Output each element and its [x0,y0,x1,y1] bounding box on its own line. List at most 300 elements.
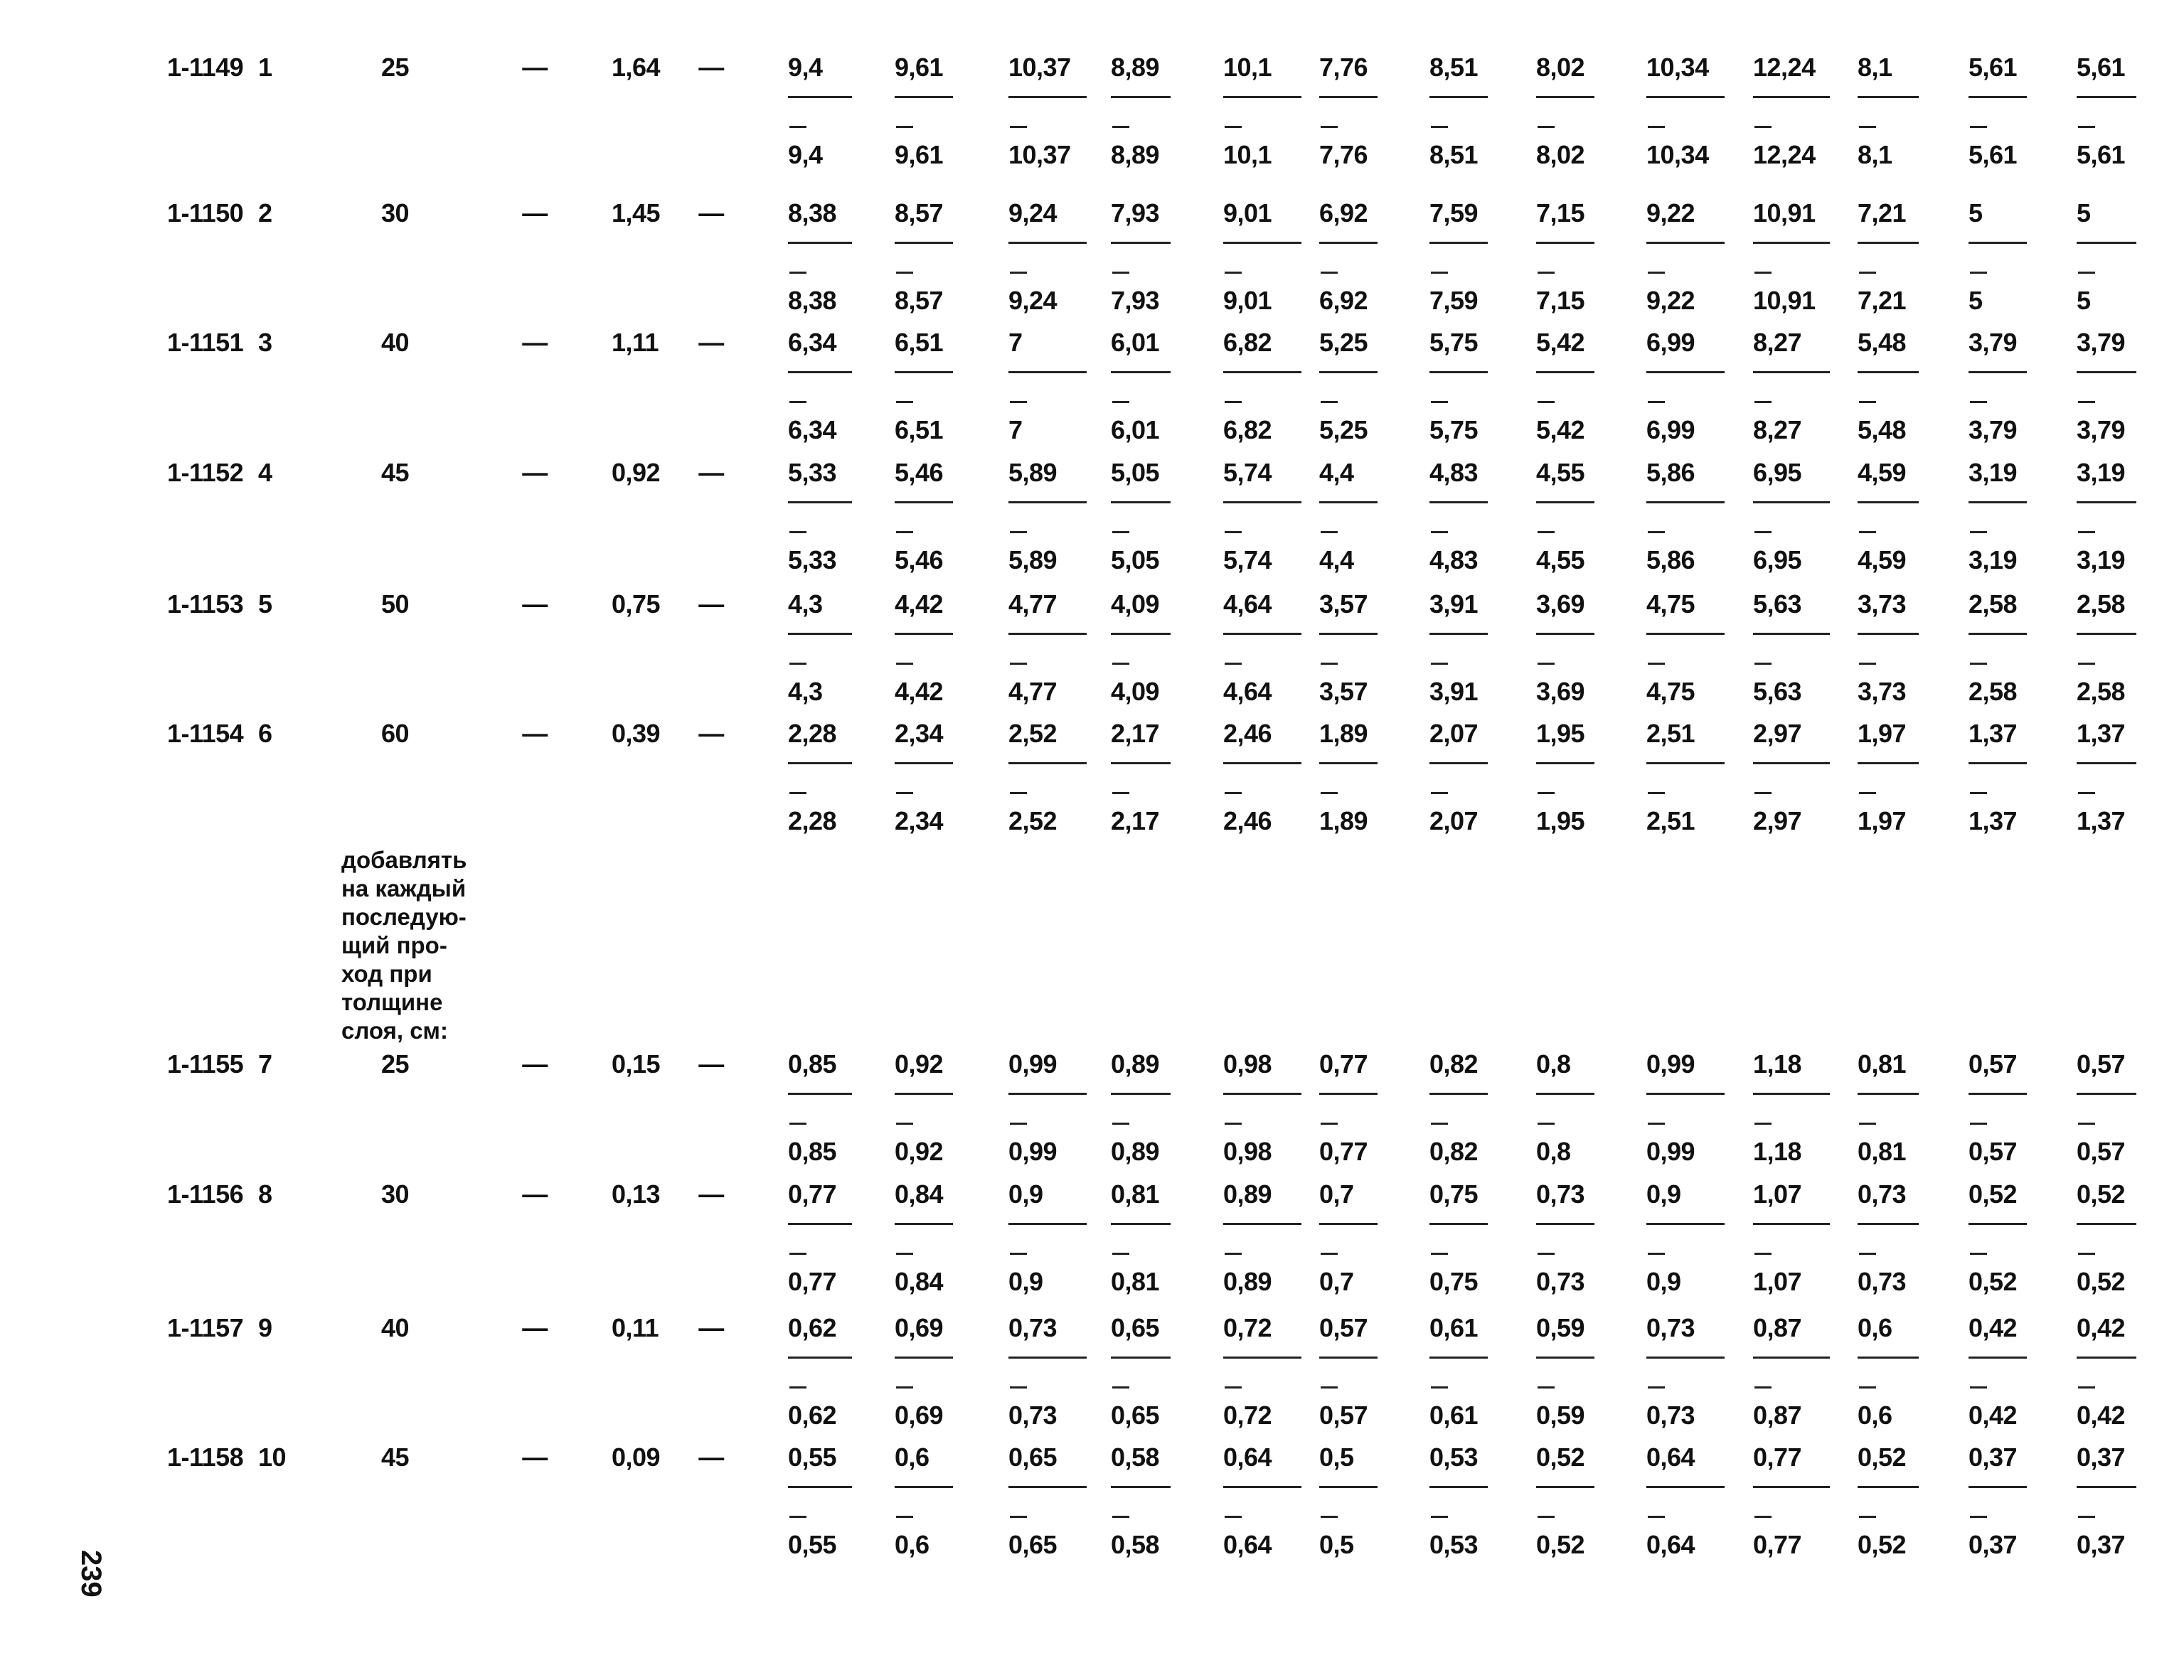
cell-value-denominator: 5,46 [895,545,944,574]
fraction-tick [1648,531,1665,533]
cell-value-numerator: 4,83 [1429,458,1479,487]
fraction-bar [1429,371,1488,373]
cell-value-denominator: 6,99 [1646,415,1695,444]
cell-value-denominator: 5,75 [1429,415,1479,444]
fraction-tick [896,663,913,665]
cell-value-numerator: 5,05 [1111,458,1160,487]
fraction-tick [1225,1253,1242,1255]
cell-value-numerator: 9,24 [1008,198,1058,228]
cell-value-numerator: 0,57 [1969,1049,2018,1079]
cell-value-denominator: 0,99 [1008,1137,1058,1166]
row-factor: 0,75 [612,589,661,619]
row-factor: 0,09 [612,1443,661,1472]
cell-value-denominator: 3,19 [1969,545,2018,574]
fraction-bar [2077,242,2136,244]
cell-value-numerator: 4,09 [1111,589,1160,619]
row-factor: 1,64 [612,53,661,82]
cell-value-numerator: 0,65 [1008,1443,1058,1472]
cell-value-denominator: 7,59 [1429,286,1479,315]
fraction-bar [1753,1093,1830,1095]
fraction-bar [1008,762,1087,764]
fraction-bar [895,371,953,373]
fraction-tick [1321,1123,1338,1125]
fraction-bar [1646,633,1725,635]
fraction-bar [1858,501,1919,503]
fraction-bar [788,1486,852,1488]
cell-value-denominator: 0,99 [1646,1137,1695,1166]
cell-value-numerator: 2,17 [1111,719,1160,748]
fraction-bar [788,242,852,244]
cell-value-numerator: 8,57 [895,198,944,228]
fraction-bar [1429,1357,1488,1359]
fraction-bar [1753,1486,1830,1488]
cell-value-denominator: 2,51 [1646,806,1695,835]
cell-value-numerator: 1,37 [1969,719,2018,748]
fraction-tick [789,531,806,533]
fraction-bar [1008,1486,1087,1488]
fraction-tick [896,1386,913,1389]
cell-value-denominator: 0,6 [895,1530,929,1559]
fraction-tick [1112,1386,1129,1389]
cell-value-denominator: 5,48 [1858,415,1907,444]
cell-value-numerator: 9,61 [895,53,944,82]
fraction-tick [1648,1123,1665,1125]
cell-value-denominator: 1,07 [1753,1267,1802,1296]
cell-value-denominator: 2,28 [788,806,837,835]
cell-value-numerator: 0,6 [895,1443,929,1472]
cell-value-denominator: 0,82 [1429,1137,1479,1166]
cell-value-denominator: 0,9 [1008,1267,1043,1296]
cell-value-denominator: 5 [2077,286,2091,315]
cell-value-numerator: 0,89 [1223,1179,1272,1209]
row-code: 1-1153 [167,589,244,619]
cell-value-numerator: 0,77 [1753,1443,1802,1472]
fraction-bar [1223,762,1301,764]
cell-value-denominator: 2,58 [2077,677,2126,706]
fraction-tick [1010,1123,1027,1125]
cell-value-denominator: 0,69 [895,1401,944,1430]
cell-value-denominator: 0,57 [1319,1401,1368,1430]
cell-value-numerator: 5,33 [788,458,837,487]
additional-pass-note: добавлять на каждый последую- щий про- ход при толщине слоя, см: [341,847,467,1044]
cell-value-denominator: 0,9 [1646,1267,1681,1296]
cell-value-denominator: 9,4 [788,140,823,169]
cell-value-numerator: 0,73 [1646,1313,1695,1342]
cell-value-denominator: 2,17 [1111,806,1160,835]
fraction-tick [1010,663,1027,665]
fraction-bar [2077,1223,2136,1225]
cell-value-numerator: 0,37 [2077,1443,2126,1472]
cell-value-numerator: 0,81 [1111,1179,1160,1209]
cell-value-denominator: 2,07 [1429,806,1479,835]
cell-value-denominator: 0,7 [1319,1267,1354,1296]
cell-value-numerator: 0,57 [1319,1313,1368,1342]
fraction-bar [1646,371,1725,373]
fraction-tick [1648,1253,1665,1255]
row-dash: — [698,198,724,228]
cell-value-numerator: 8,1 [1858,53,1892,82]
cell-value-denominator: 8,89 [1111,140,1160,169]
fraction-bar [1319,371,1378,373]
cell-value-numerator: 2,51 [1646,719,1695,748]
cell-value-numerator: 0,52 [1969,1179,2018,1209]
fraction-tick [1754,1123,1772,1125]
fraction-tick [1538,531,1555,533]
fraction-tick [896,1253,913,1255]
row-dash: — [698,53,724,82]
fraction-tick [1225,1516,1242,1518]
fraction-tick [1859,401,1876,403]
fraction-tick [1538,1123,1555,1125]
fraction-bar [1969,1357,2027,1359]
row-dash: — [698,458,724,487]
cell-value-denominator: 5,61 [2077,140,2126,169]
cell-value-denominator: 12,24 [1753,140,1816,169]
cell-value-numerator: 0,62 [788,1313,837,1342]
cell-value-numerator: 5,48 [1858,328,1907,357]
fraction-bar [1429,501,1488,503]
fraction-tick [1859,531,1876,533]
cell-value-denominator: 7,93 [1111,286,1160,315]
fraction-tick [1431,792,1448,794]
fraction-tick [1754,401,1772,403]
cell-value-denominator: 8,02 [1536,140,1585,169]
fraction-tick [2078,401,2095,403]
fraction-bar [1008,1093,1087,1095]
cell-value-denominator: 10,34 [1646,140,1709,169]
fraction-bar [1008,1223,1087,1225]
cell-value-numerator: 0,87 [1753,1313,1802,1342]
cell-value-denominator: 0,52 [1536,1530,1585,1559]
cell-value-denominator: 5,74 [1223,545,1272,574]
cell-value-numerator: 1,97 [1858,719,1907,748]
fraction-tick [1970,663,1987,665]
fraction-tick [1225,531,1242,533]
row-dash: — [698,719,724,748]
fraction-tick [789,1386,806,1389]
cell-value-denominator: 2,52 [1008,806,1058,835]
fraction-bar [895,1486,953,1488]
cell-value-denominator: 5,63 [1753,677,1802,706]
fraction-tick [1431,1253,1448,1255]
cell-value-numerator: 0,6 [1858,1313,1892,1342]
fraction-tick [896,1516,913,1518]
cell-value-denominator: 4,3 [788,677,823,706]
fraction-bar [2077,371,2136,373]
fraction-tick [1225,1386,1242,1389]
cell-value-numerator: 5,46 [895,458,944,487]
cell-value-numerator: 0,64 [1646,1443,1695,1472]
fraction-bar [788,371,852,373]
cell-value-numerator: 5,74 [1223,458,1272,487]
cell-value-denominator: 4,42 [895,677,944,706]
cell-value-numerator: 0,64 [1223,1443,1272,1472]
fraction-tick [1538,126,1555,128]
fraction-bar [2077,762,2136,764]
cell-value-numerator: 6,95 [1753,458,1802,487]
fraction-bar [1223,501,1301,503]
cell-value-denominator: 0,8 [1536,1137,1571,1166]
cell-value-denominator: 0,62 [788,1401,837,1430]
cell-value-denominator: 6,92 [1319,286,1368,315]
fraction-tick [1112,401,1129,403]
fraction-tick [1112,663,1129,665]
cell-value-numerator: 3,79 [2077,328,2126,357]
row-code: 1-1152 [167,458,244,487]
cell-value-numerator: 4,77 [1008,589,1058,619]
row-factor: 1,45 [612,198,661,228]
fraction-tick [1970,1386,1987,1389]
row-code: 1-1151 [167,328,244,357]
cell-value-numerator: 2,34 [895,719,944,748]
cell-value-numerator: 1,07 [1753,1179,1802,1209]
cell-value-denominator: 0,84 [895,1267,944,1296]
fraction-tick [1648,272,1665,274]
fraction-bar [1646,1223,1725,1225]
cell-value-numerator: 6,01 [1111,328,1160,357]
cell-value-denominator: 0,61 [1429,1401,1479,1430]
fraction-tick [1321,1386,1338,1389]
cell-value-denominator: 0,75 [1429,1267,1479,1296]
fraction-tick [896,1123,913,1125]
fraction-tick [1225,401,1242,403]
fraction-tick [1754,663,1772,665]
row-dash: — [522,719,548,748]
fraction-tick [789,401,806,403]
cell-value-numerator: 8,89 [1111,53,1160,82]
cell-value-numerator: 0,85 [788,1049,837,1079]
row-code: 1-1156 [167,1179,244,1209]
cell-value-numerator: 0,73 [1008,1313,1058,1342]
fraction-tick [789,1516,806,1518]
fraction-tick [1538,1253,1555,1255]
row-thickness: 60 [381,719,410,748]
row-factor: 0,92 [612,458,661,487]
fraction-tick [896,792,913,794]
row-factor: 0,39 [612,719,661,748]
fraction-bar [1858,633,1919,635]
row-number: 10 [258,1443,287,1472]
cell-value-numerator: 3,19 [1969,458,2018,487]
row-factor: 0,11 [612,1313,659,1342]
fraction-tick [1321,126,1338,128]
fraction-tick [1010,1253,1027,1255]
cell-value-numerator: 2,58 [1969,589,2018,619]
cell-value-numerator: 5,25 [1319,328,1368,357]
fraction-bar [1646,1486,1725,1488]
fraction-bar [1429,1486,1488,1488]
fraction-tick [1321,272,1338,274]
cell-value-numerator: 0,58 [1111,1443,1160,1472]
fraction-tick [1225,1123,1242,1125]
cell-value-numerator: 5 [2077,198,2091,228]
cell-value-numerator: 8,02 [1536,53,1585,82]
cell-value-denominator: 6,51 [895,415,944,444]
row-number: 3 [258,328,272,357]
cell-value-numerator: 0,52 [1536,1443,1585,1472]
fraction-bar [1858,762,1919,764]
cell-value-denominator: 4,09 [1111,677,1160,706]
cell-value-numerator: 0,99 [1646,1049,1695,1079]
fraction-tick [1754,126,1772,128]
cell-value-numerator: 9,22 [1646,198,1695,228]
cell-value-numerator: 3,73 [1858,589,1907,619]
fraction-tick [1754,1253,1772,1255]
fraction-tick [1648,1386,1665,1389]
fraction-bar [2077,633,2136,635]
fraction-tick [1010,401,1027,403]
fraction-bar [1646,501,1725,503]
row-factor: 0,15 [612,1049,661,1079]
cell-value-numerator: 2,28 [788,719,837,748]
cell-value-denominator: 0,58 [1111,1530,1160,1559]
cell-value-numerator: 10,1 [1223,53,1272,82]
cell-value-denominator: 4,64 [1223,677,1272,706]
cell-value-numerator: 0,65 [1111,1313,1160,1342]
cell-value-numerator: 2,52 [1008,719,1058,748]
fraction-tick [789,663,806,665]
cell-value-numerator: 0,9 [1646,1179,1681,1209]
cell-value-numerator: 0,77 [1319,1049,1368,1079]
fraction-bar [1753,501,1830,503]
fraction-bar [788,633,852,635]
row-code: 1-1157 [167,1313,244,1342]
row-dash: — [522,198,548,228]
row-dash: — [698,1443,724,1472]
cell-value-denominator: 1,18 [1753,1137,1802,1166]
cell-value-numerator: 8,51 [1429,53,1479,82]
cell-value-denominator: 0,6 [1858,1401,1892,1430]
cell-value-denominator: 0,85 [788,1137,837,1166]
fraction-tick [1112,531,1129,533]
row-dash: — [522,589,548,619]
cell-value-numerator: 2,46 [1223,719,1272,748]
fraction-bar [1223,1093,1301,1095]
fraction-tick [1754,531,1772,533]
fraction-bar [895,242,953,244]
fraction-tick [789,1123,806,1125]
cell-value-numerator: 5,61 [2077,53,2126,82]
cell-value-numerator: 0,52 [1858,1443,1907,1472]
fraction-bar [788,762,852,764]
cell-value-denominator: 0,73 [1536,1267,1585,1296]
cell-value-numerator: 4,42 [895,589,944,619]
cell-value-denominator: 9,01 [1223,286,1272,315]
fraction-bar [895,501,953,503]
fraction-bar [1969,96,2027,98]
fraction-bar [1223,242,1301,244]
cell-value-denominator: 4,55 [1536,545,1585,574]
cell-value-denominator: 9,61 [895,140,944,169]
cell-value-denominator: 0,52 [1858,1530,1907,1559]
fraction-bar [1753,1223,1830,1225]
cell-value-numerator: 0,73 [1858,1179,1907,1209]
fraction-tick [1321,1253,1338,1255]
cell-value-denominator: 1,37 [1969,806,2018,835]
cell-value-denominator: 0,37 [1969,1530,2018,1559]
fraction-bar [1111,1093,1171,1095]
fraction-tick [1010,531,1027,533]
cell-value-numerator: 5,63 [1753,589,1802,619]
cell-value-denominator: 3,79 [2077,415,2126,444]
fraction-bar [1753,1357,1830,1359]
cell-value-numerator: 0,59 [1536,1313,1585,1342]
row-thickness: 45 [381,458,410,487]
fraction-bar [1429,1093,1488,1095]
fraction-tick [2078,1123,2095,1125]
fraction-bar [1753,96,1830,98]
fraction-tick [1859,1123,1876,1125]
fraction-bar [2077,501,2136,503]
fraction-tick [1970,401,1987,403]
cell-value-numerator: 9,4 [788,53,823,82]
row-thickness: 30 [381,198,410,228]
cell-value-denominator: 4,4 [1319,545,1354,574]
cell-value-denominator: 0,65 [1008,1530,1058,1559]
fraction-tick [1970,1253,1987,1255]
cell-value-denominator: 7 [1008,415,1023,444]
cell-value-numerator: 0,72 [1223,1313,1272,1342]
cell-value-denominator: 0,77 [788,1267,837,1296]
fraction-tick [1010,272,1027,274]
fraction-bar [1536,1223,1594,1225]
fraction-tick [1970,126,1987,128]
cell-value-denominator: 3,69 [1536,677,1585,706]
fraction-bar [1858,1486,1919,1488]
cell-value-denominator: 4,77 [1008,677,1058,706]
cell-value-denominator: 4,75 [1646,677,1695,706]
fraction-tick [1970,1516,1987,1518]
cell-value-denominator: 0,89 [1223,1267,1272,1296]
fraction-tick [1321,401,1338,403]
fraction-tick [1754,1386,1772,1389]
fraction-bar [1753,371,1830,373]
fraction-tick [1538,792,1555,794]
fraction-bar [1319,96,1378,98]
cell-value-denominator: 0,37 [2077,1530,2126,1559]
cell-value-denominator: 0,52 [2077,1267,2126,1296]
fraction-bar [1223,1357,1301,1359]
row-thickness: 40 [381,328,410,357]
cell-value-denominator: 3,57 [1319,677,1368,706]
cell-value-numerator: 0,55 [788,1443,837,1472]
fraction-tick [1859,663,1876,665]
cell-value-denominator: 8,57 [895,286,944,315]
fraction-bar [1319,1486,1378,1488]
cell-value-denominator: 0,73 [1858,1267,1907,1296]
cell-value-denominator: 5,33 [788,545,837,574]
row-number: 4 [258,458,272,487]
fraction-bar [1111,633,1171,635]
fraction-bar [1429,762,1488,764]
fraction-tick [1859,792,1876,794]
cell-value-denominator: 6,01 [1111,415,1160,444]
cell-value-numerator: 0,42 [1969,1313,2018,1342]
fraction-tick [1538,272,1555,274]
cell-value-denominator: 0,5 [1319,1530,1354,1559]
fraction-bar [1111,1486,1171,1488]
fraction-bar [1536,501,1594,503]
row-dash: — [698,328,724,357]
cell-value-denominator: 0,77 [1753,1530,1802,1559]
fraction-tick [1431,1386,1448,1389]
cell-value-numerator: 6,82 [1223,328,1272,357]
fraction-bar [1969,1093,2027,1095]
cell-value-numerator: 0,77 [788,1179,837,1209]
row-factor: 0,13 [612,1179,661,1209]
fraction-tick [1431,401,1448,403]
fraction-tick [1648,792,1665,794]
